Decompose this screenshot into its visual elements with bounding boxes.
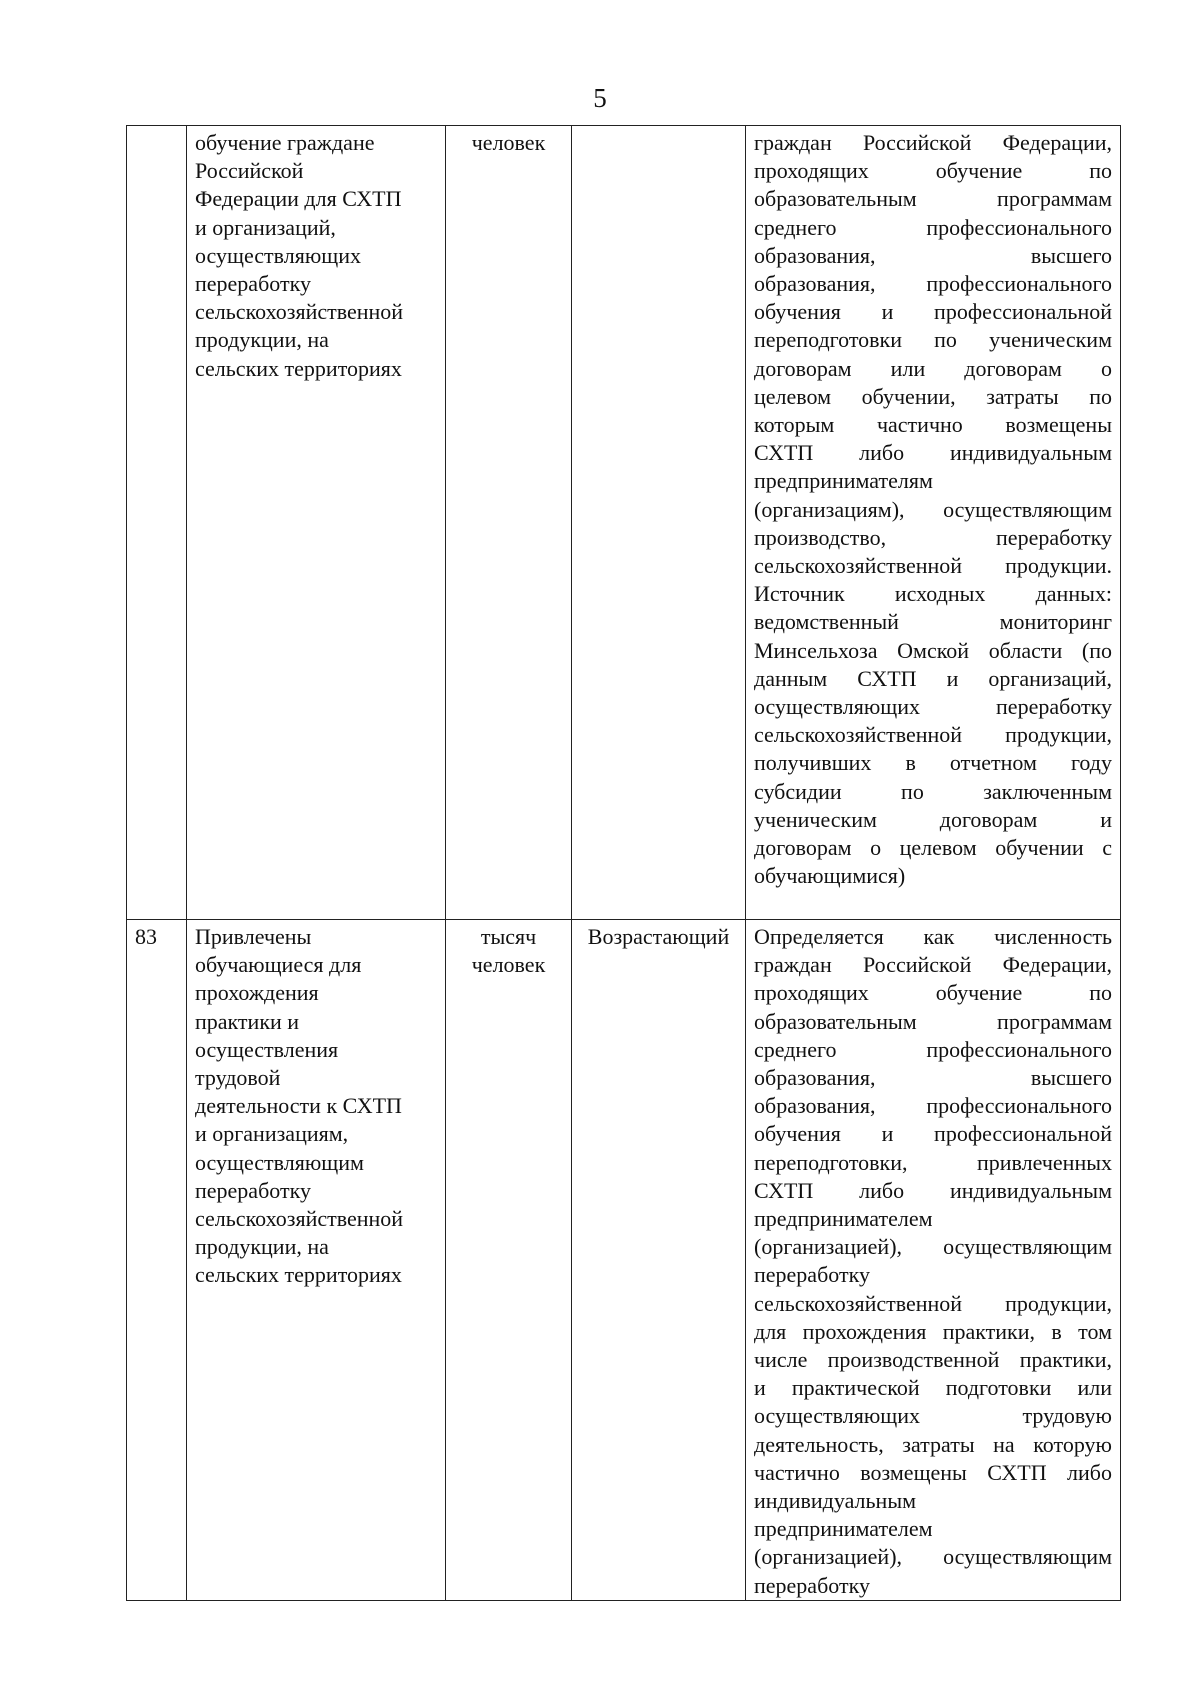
text-line: человек <box>471 952 546 978</box>
text-line: предпринимателям <box>754 468 933 494</box>
text-line: граждан Российской Федерации, <box>754 130 1112 155</box>
text-line: Минсельхоза Омской области (по <box>754 637 1112 663</box>
text-line: среднего профессионального <box>754 214 1112 240</box>
text-line: индивидуальным <box>754 1488 917 1514</box>
text-line: ведомственный мониторинг <box>754 609 1112 635</box>
text-line: обучения и профессиональной <box>754 299 1112 325</box>
text-line: СХТП либо индивидуальным <box>754 1177 1112 1203</box>
text-line: среднего профессионального <box>754 1036 1112 1062</box>
text-line: Источник исходных данных: <box>754 581 1112 607</box>
text-line: сельских территориях <box>195 355 402 381</box>
text-line: осуществляющих переработку <box>754 694 1112 720</box>
text-line: сельскохозяйственной продукции, <box>754 1290 1112 1316</box>
indicator-table <box>126 125 1121 1601</box>
row-number: 83 <box>127 920 187 1601</box>
table-row <box>127 126 1121 920</box>
text-line: производство, переработку <box>754 524 1112 550</box>
text-line: числе производственной практики, <box>754 1347 1112 1373</box>
text-line: осуществления <box>195 1036 339 1062</box>
page-number: 5 <box>593 83 607 113</box>
text-line: прохождения <box>195 980 319 1006</box>
text-line: Определяется как численность <box>754 924 1112 949</box>
text-line: граждан Российской Федерации, <box>754 952 1112 978</box>
text-line: договорам о целевом обучении с <box>754 835 1112 861</box>
text-line: образования, высшего <box>754 1065 1112 1091</box>
text-line: сельскохозяйственной продукции, <box>754 722 1112 748</box>
text-line: и организациям, <box>195 1121 349 1147</box>
text-line: сельскохозяйственной <box>195 1206 404 1232</box>
text-line: деятельность, затраты на которую <box>754 1431 1112 1457</box>
text-line: осуществляющим <box>195 1149 364 1175</box>
text-line: которым частично возмещены <box>754 412 1112 438</box>
text-line: (организацией), осуществляющим <box>754 1234 1112 1260</box>
text-line: образования, профессионального <box>754 271 1112 297</box>
calculation-method <box>746 920 1121 1601</box>
text-line: предпринимателем <box>754 1206 933 1232</box>
text-line: данным СХТП и организаций, <box>754 665 1112 691</box>
text-line: образования, высшего <box>754 242 1112 268</box>
text-line: и организаций, <box>195 214 336 240</box>
text-line: трудовой <box>195 1065 281 1091</box>
unit-of-measure <box>446 126 572 920</box>
text-line: сельскохозяйственной <box>195 299 404 325</box>
text-line: переработку <box>754 1262 870 1288</box>
text-line: обучающиеся для <box>195 952 362 978</box>
text-line: Российской <box>195 158 304 184</box>
indicator-name <box>187 126 446 920</box>
row-number <box>127 126 187 920</box>
text-line: образовательным программам <box>754 186 1112 212</box>
text-line: обучающимися) <box>754 863 906 889</box>
text-line: деятельности к СХТП <box>195 1093 402 1119</box>
text-line: целевом обучении, затраты по <box>754 383 1112 409</box>
text-line: сельскохозяйственной продукции. <box>754 553 1112 579</box>
text-line: предпринимателем <box>754 1516 933 1542</box>
text-line: тысяч <box>480 924 537 949</box>
text-line: образовательным программам <box>754 1008 1112 1034</box>
text-line: и практической подготовки или <box>754 1375 1112 1401</box>
text-line: Федерации для СХТП <box>195 186 402 212</box>
calculation-method <box>746 126 1121 920</box>
text-line: сельских территориях <box>195 1262 402 1288</box>
text-line: переработку <box>754 1572 870 1598</box>
text-line: договорам или договорам о <box>754 355 1112 381</box>
text-line: переработку <box>195 1177 311 1203</box>
text-line: переработку <box>195 271 311 297</box>
trend-direction: Возрастающий <box>572 920 746 1601</box>
text-line: проходящих обучение по <box>754 158 1112 184</box>
text-line: продукции, на <box>195 327 329 353</box>
text-line: переподготовки, привлеченных <box>754 1149 1112 1175</box>
text-line: (организацией), осуществляющим <box>754 1544 1112 1570</box>
unit-of-measure <box>446 920 572 1601</box>
text-line: практики и <box>195 1008 300 1034</box>
text-line: осуществляющих трудовую <box>754 1403 1112 1429</box>
text-line: человек <box>471 130 546 155</box>
text-line: продукции, на <box>195 1234 329 1260</box>
text-line: проходящих обучение по <box>754 980 1112 1006</box>
text-line: образования, профессионального <box>754 1093 1112 1119</box>
indicator-name <box>187 920 446 1601</box>
text-line: обучение граждане <box>195 130 375 155</box>
text-line: получивших в отчетном году <box>754 750 1112 776</box>
text-line: для прохождения практики, в том <box>754 1318 1112 1344</box>
text-line: переподготовки по ученическим <box>754 327 1112 353</box>
text-line: обучения и профессиональной <box>754 1121 1112 1147</box>
text-line: субсидии по заключенным <box>754 778 1112 804</box>
text-line: СХТП либо индивидуальным <box>754 440 1112 466</box>
text-line: (организациям), осуществляющим <box>754 496 1112 522</box>
trend-direction <box>572 126 746 920</box>
text-line: частично возмещены СХТП либо <box>754 1459 1112 1485</box>
table-row <box>127 920 1121 1601</box>
text-line: осуществляющих <box>195 242 361 268</box>
text-line: ученическим договорам и <box>754 806 1112 832</box>
text-line: Привлечены <box>195 924 312 949</box>
